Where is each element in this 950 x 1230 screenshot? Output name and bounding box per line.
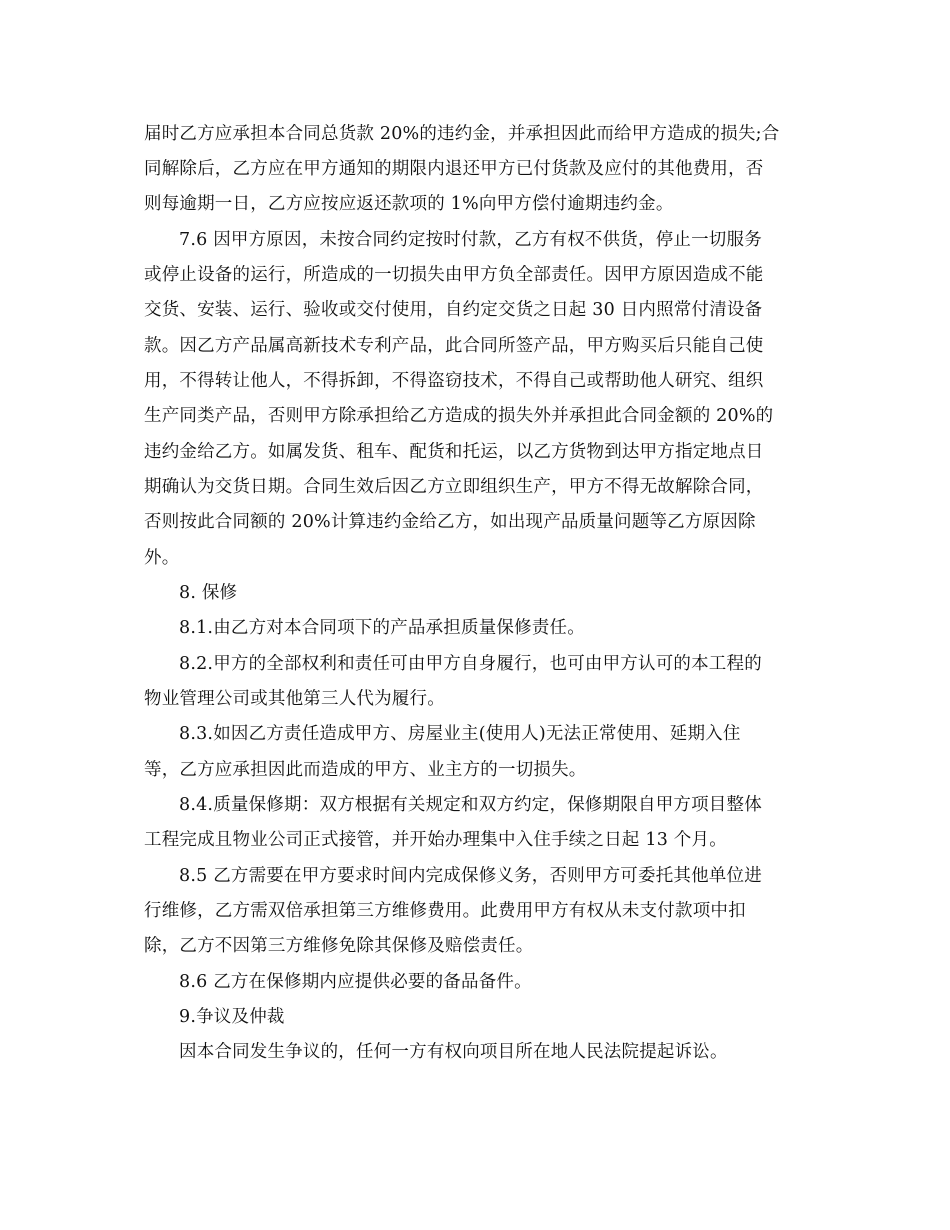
text-line: 生产同类产品，否则甲方除承担给乙方造成的损失外并承担此合同金额的 20%的	[144, 406, 774, 426]
text-line: 违约金给乙方。如属发货、租车、配货和托运，以乙方货物到达甲方指定地点日	[144, 442, 764, 462]
section-heading-9: 9.争议及仲裁	[179, 1007, 285, 1027]
paragraph-8-4-start: 8.4.质量保修期：双方根据有关规定和双方约定，保修期限自甲方项目整体	[179, 795, 762, 815]
paragraph-8-6: 8.6 乙方在保修期内应提供必要的备品备件。	[179, 972, 532, 992]
text-line: 或停止设备的运行，所造成的一切损失由甲方负全部责任。因甲方原因造成不能	[144, 265, 764, 285]
section-heading-8: 8. 保修	[179, 583, 238, 603]
paragraph-7-6-start: 7.6 因甲方原因，未按合同约定按时付款，乙方有权不供货，停止一切服务	[179, 230, 762, 250]
text-line: 物业管理公司或其他第三人代为履行。	[144, 689, 445, 709]
text-line: 期确认为交货日期。合同生效后因乙方立即组织生产，甲方不得无故解除合同，	[144, 477, 764, 497]
text-line: 等，乙方应承担因此而造成的甲方、业主方的一切损失。	[144, 760, 587, 780]
paragraph-8-2-start: 8.2.甲方的全部权利和责任可由甲方自身履行，也可由甲方认可的本工程的	[179, 654, 762, 674]
paragraph-8-5-start: 8.5 乙方需要在甲方要求时间内完成保修义务，否则甲方可委托其他单位进	[179, 866, 762, 886]
paragraph-8-3-start: 8.3.如因乙方责任造成甲方、房屋业主(使用人)无法正常使用、延期入住	[179, 724, 741, 744]
text-line: 用，不得转让他人，不得拆卸，不得盗窃技术，不得自己或帮助他人研究、组织	[144, 371, 764, 391]
text-line: 届时乙方应承担本合同总货款 20%的违约金，并承担因此而给甲方造成的损失;合	[144, 124, 780, 144]
text-line: 外。	[144, 548, 180, 568]
paragraph-9-body: 因本合同发生争议的，任何一方有权向项目所在地人民法院提起诉讼。	[179, 1042, 728, 1062]
text-line: 否则按此合同额的 20%计算违约金给乙方，如出现产品质量问题等乙方原因除	[144, 512, 756, 532]
text-line: 款。因乙方产品属高新技术专利产品，此合同所签产品，甲方购买后只能自己使	[144, 336, 764, 356]
text-line: 工程完成且物业公司正式接管，并开始办理集中入住手续之日起 13 个月。	[144, 830, 727, 850]
paragraph-8-1: 8.1.由乙方对本合同项下的产品承担质量保修责任。	[179, 618, 585, 638]
text-line: 交货、安装、运行、验收或交付使用，自约定交货之日起 30 日内照常付清设备	[144, 300, 763, 320]
text-line: 除，乙方不因第三方维修免除其保修及赔偿责任。	[144, 936, 534, 956]
text-line: 则每逾期一日，乙方应按应返还款项的 1%向甲方偿付逾期违约金。	[144, 194, 674, 214]
text-line: 行维修，乙方需双倍承担第三方维修费用。此费用甲方有权从未支付款项中扣	[144, 901, 746, 921]
text-line: 同解除后，乙方应在甲方通知的期限内退还甲方已付货款及应付的其他费用，否	[144, 159, 764, 179]
